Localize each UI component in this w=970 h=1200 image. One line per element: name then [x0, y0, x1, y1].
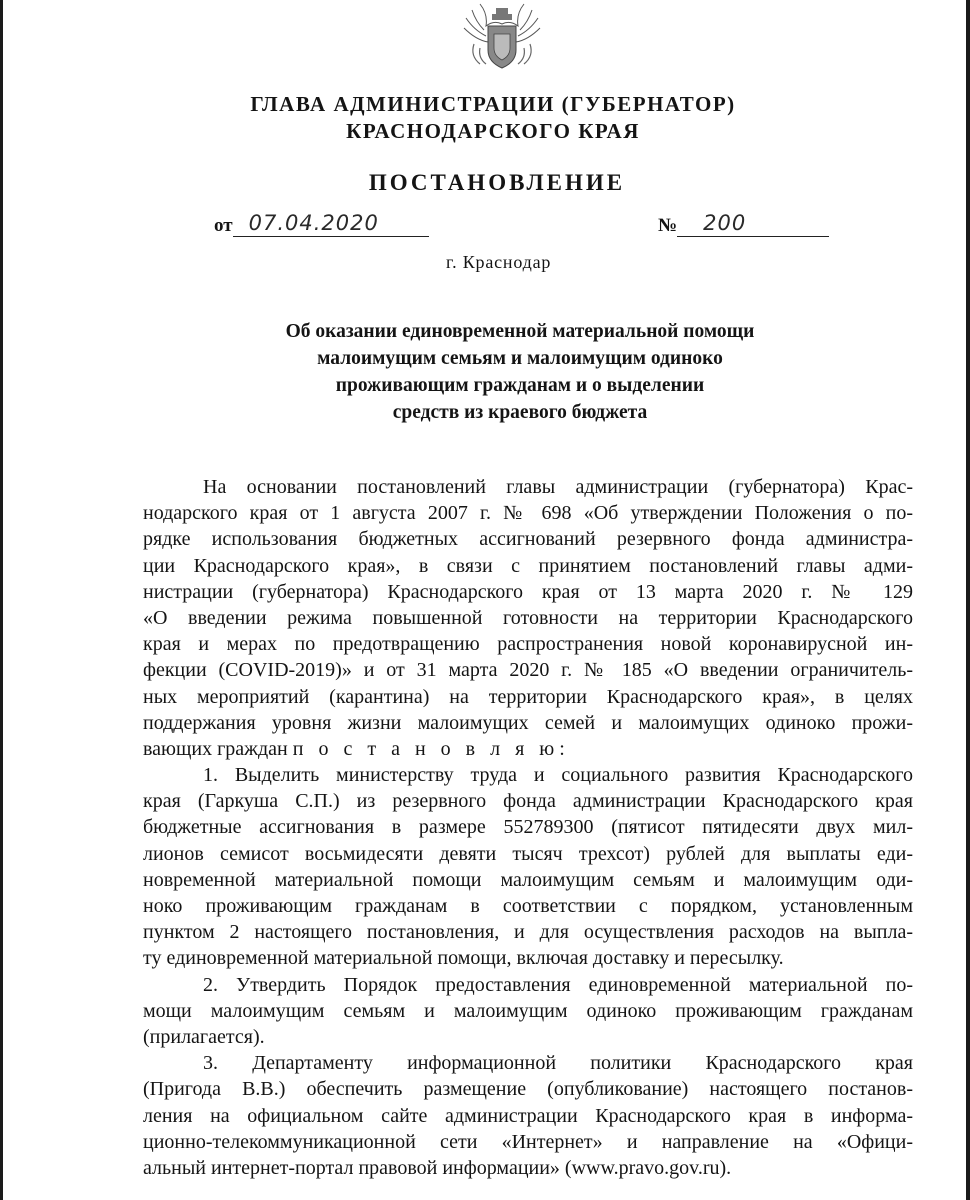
- body-line: ноко проживающим гражданам в соответствии с порядком, установленным: [143, 895, 913, 917]
- body-line: (прилагается).: [143, 1025, 265, 1048]
- body-line: ции Краснодарского края», в связи с принятием постановлений главы адми-: [143, 554, 913, 577]
- body-line: (Пригода В.В.) обеспечить размещение (опубликование) настоящего постанов-: [143, 1078, 913, 1101]
- number-value: 200: [677, 210, 829, 237]
- body-line: альный интернет-портал правовой информации» (www.pravo.gov.ru).: [143, 1156, 732, 1179]
- date-label: от: [214, 215, 233, 236]
- body-line-text: вающих граждан: [143, 737, 288, 760]
- body-line: ления на официальном сайте администрации Краснодарского края в информа-: [143, 1104, 913, 1127]
- date-field: [214, 210, 429, 237]
- body-line: 1. Выделить министерству труда и социального развития Краснодарского: [203, 764, 913, 787]
- body-line: поддержания уровня жизни малоимущих семей и малоимущих одиноко прожи-: [143, 711, 913, 734]
- title-line: Об оказании единовременной материальной помощи: [285, 321, 755, 342]
- document-title: [235, 318, 805, 426]
- coat-of-arms-emblem: [450, 0, 554, 72]
- body-line: края (Гаркуша С.П.) из резервного фонда администрации Краснодарского края: [143, 790, 913, 813]
- title-line: проживающим гражданам и о выделении: [335, 375, 705, 396]
- number-field: [658, 210, 829, 237]
- body-line: На основании постановлений главы администрации (губернатора) Крас-: [203, 476, 913, 498]
- body-line: новременной материальной помощи малоимущим семьям и малоимущим оди-: [143, 868, 913, 891]
- body-line: фекции (COVID-2019)» и от 31 марта 2020 г. № 185 «О введении ограничитель-: [143, 659, 913, 682]
- organization-title-line1: ГЛАВА АДМИНИСТРАЦИИ (ГУБЕРНАТОР): [250, 92, 736, 116]
- coat-of-arms-icon: [450, 0, 554, 72]
- body-line: 3. Департаменту информационной политики Краснодарского края: [203, 1052, 913, 1075]
- body-line: «О введении режима повышенной готовности на территории Краснодарского: [143, 606, 913, 629]
- body-line: ту единовременной материальной помощи, включая доставку и пересылку.: [143, 947, 784, 970]
- document-body: [143, 474, 913, 1181]
- body-line: [143, 736, 913, 762]
- resolution-word: п о с т а н о в л я ю:: [292, 737, 570, 760]
- body-line: рядке использования бюджетных ассигнований резервного фонда администра-: [143, 528, 913, 551]
- body-line: лионов семисот восьмидесяти девяти тысяч трехсот) рублей для выплаты еди-: [143, 842, 913, 865]
- body-line: 2. Утвердить Порядок предоставления единовременной материальной по-: [203, 973, 913, 996]
- document-type: ПОСТАНОВЛЕНИЕ: [368, 170, 626, 195]
- body-line: пунктом 2 настоящего постановления, и для осуществления расходов на выпла-: [143, 921, 913, 944]
- date-value: 07.04.2020: [233, 210, 429, 237]
- organization-title-line2: КРАСНОДАРСКОГО КРАЯ: [346, 119, 640, 143]
- body-line: мощи малоимущим семьям и малоимущим одиноко проживающим гражданам: [143, 999, 913, 1022]
- city: г. Краснодар: [446, 252, 552, 272]
- body-line: нодарского края от 1 августа 2007 г. № 698 «Об утверждении Положения о по-: [143, 502, 913, 525]
- number-label: №: [658, 215, 678, 236]
- body-line: ных мероприятий (карантина) на территории Краснодарского края», в целях: [143, 685, 913, 708]
- body-line: ционно-телекоммуникационной сети «Интернет» и направление на «Офици-: [143, 1130, 913, 1153]
- title-line: малоимущим семьям и малоимущим одиноко: [317, 348, 723, 369]
- page-edge-left: [0, 0, 3, 1200]
- title-line: средств из краевого бюджета: [392, 402, 648, 423]
- body-line: бюджетные ассигнования в размере 552789300 (пятисот пятидесяти двух мил-: [143, 816, 913, 839]
- body-line: нистрации (губернатора) Краснодарского края от 13 марта 2020 г. № 129: [143, 580, 913, 603]
- body-line: края и мерах по предотвращению распространения новой коронавирусной ин-: [143, 633, 913, 656]
